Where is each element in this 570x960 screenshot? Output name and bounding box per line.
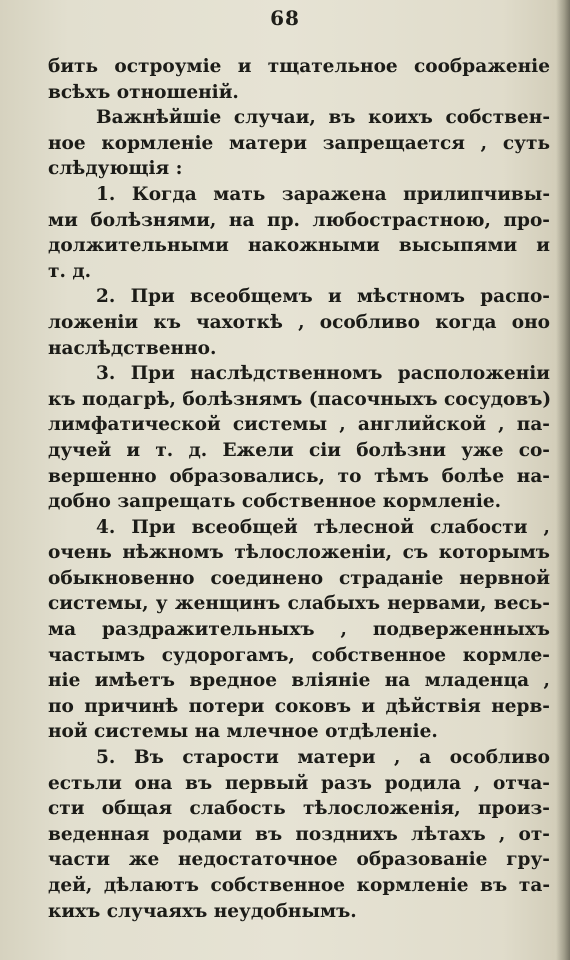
text-line: ма раздражительныхъ , подверженныхъ	[48, 619, 550, 641]
text-line: 1. Когда мать заражена прилипчивы-	[96, 183, 550, 205]
text-line: 5. Въ старости матери , а особливо	[96, 747, 550, 769]
text-line: вершенно образовались, то тѣмъ болѣе на-	[48, 465, 550, 487]
text-line: добно запрещать собственное кормленіе.	[48, 491, 502, 513]
text-line: части же недостаточное образованіе гру-	[48, 849, 550, 871]
text-line: Важнѣйшіе случаи, въ коихъ собствен-	[96, 107, 550, 129]
text-line: бить остроуміе и тщательное соображеніе	[48, 56, 550, 77]
text-line: очень нѣжномъ тѣлосложеніи, съ которымъ	[48, 542, 550, 564]
text-line: 2. При всеобщемъ и мѣстномъ распо-	[96, 286, 550, 308]
text-line: къ подагрѣ, болѣзнямъ (пасочныхъ сосудовъ)	[48, 388, 552, 410]
text-line: дей, дѣлаютъ собственное кормленіе въ та-	[48, 875, 550, 896]
text-line: всѣхъ отношеній.	[48, 81, 239, 103]
text-line: слѣдующія :	[48, 158, 183, 180]
text-line: ложеніи къ чахоткѣ , особливо когда оно	[48, 311, 550, 333]
text-line: по причинѣ потери соковъ и дѣйствія нерв-	[48, 695, 550, 717]
text-line: системы, у женщинъ слабыхъ нервами, весь-	[48, 593, 550, 615]
text-line: сти общая слабость тѣлосложенія, произ-	[48, 798, 550, 820]
body-text	[48, 54, 550, 924]
text-line: лимфатической системы , английской , па-	[48, 414, 550, 436]
text-line: веденная родами въ позднихъ лѣтахъ , от-	[48, 823, 550, 845]
text-line: естьли она въ первый разъ родила , отча-	[48, 772, 550, 794]
text-line: 3. При наслѣдственномъ расположеніи	[96, 363, 550, 385]
text-line: т. д.	[48, 260, 92, 282]
text-line: наслѣдственно.	[48, 337, 217, 359]
page-number: 68	[270, 6, 300, 30]
text-line: обыкновенно соединено страданіе нервной	[48, 567, 550, 589]
text-line: ной системы на млечное отдѣленіе.	[48, 721, 438, 743]
text-line: ное кормленіе матери запрещается , суть	[48, 132, 550, 154]
text-line: 4. При всеобщей тѣлесной слабости ,	[96, 516, 550, 538]
page-edge-shadow	[556, 0, 570, 960]
text-line: дучей и т. д. Ежели сіи болѣзни уже со-	[48, 439, 550, 461]
text-line: должительными накожными высыпями и	[48, 235, 550, 257]
text-line: ми болѣзнями, на пр. любострастною, про-	[48, 209, 550, 231]
text-line: частымъ судорогамъ, собственное кормле-	[48, 644, 550, 666]
text-line: ніе имѣетъ вредное вліяніе на младенца ,	[48, 670, 550, 692]
text-line: кихъ случаяхъ неудобнымъ.	[48, 900, 357, 922]
